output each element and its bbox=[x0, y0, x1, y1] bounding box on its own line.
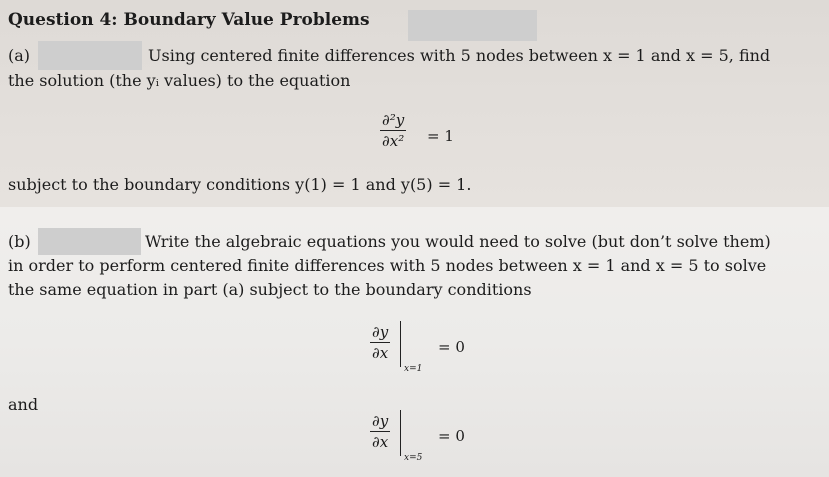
part-a-label: (a) bbox=[8, 46, 31, 65]
redaction-box bbox=[408, 10, 537, 41]
first-derivative-fraction-1 bbox=[370, 323, 390, 362]
fraction-bar bbox=[370, 431, 390, 432]
fraction-denominator: ∂x² bbox=[382, 132, 405, 150]
fraction-denominator: ∂x bbox=[372, 433, 389, 451]
fraction-numerator: ∂y bbox=[372, 323, 389, 341]
evaluation-bar-1 bbox=[400, 321, 401, 367]
part-a-boundary-conditions: subject to the boundary conditions y(1) = 1 and y(5) = 1. bbox=[8, 175, 472, 194]
part-b-section bbox=[0, 207, 829, 477]
equation-rhs-2: = 0 bbox=[438, 427, 465, 445]
second-derivative-fraction bbox=[380, 111, 406, 150]
equation-rhs: = 1 bbox=[427, 127, 454, 145]
equation-rhs-1: = 0 bbox=[438, 338, 465, 356]
part-a-text-line2: the solution (the yᵢ values) to the equation bbox=[8, 71, 351, 90]
fraction-numerator: ∂²y bbox=[382, 111, 405, 129]
and-label: and bbox=[8, 395, 39, 414]
evaluation-point-1: x=1 bbox=[404, 364, 423, 374]
question-title: Question 4: Boundary Value Problems bbox=[8, 10, 370, 30]
part-b-text-line3: the same equation in part (a) subject to the boundary conditions bbox=[8, 280, 532, 299]
evaluation-bar-2 bbox=[400, 410, 401, 456]
part-b-label: (b) bbox=[8, 232, 31, 251]
fraction-denominator: ∂x bbox=[372, 344, 389, 362]
redaction-box bbox=[38, 228, 141, 255]
evaluation-point-2: x=5 bbox=[404, 453, 423, 463]
fraction-numerator: ∂y bbox=[372, 412, 389, 430]
part-b-text-line2: in order to perform centered finite differences with 5 nodes between x = 1 and x = 5 to solve bbox=[8, 256, 767, 275]
fraction-bar bbox=[370, 342, 390, 343]
part-a-text-line1: Using centered finite differences with 5 nodes between x = 1 and x = 5, find bbox=[148, 46, 771, 65]
first-derivative-fraction-2 bbox=[370, 412, 390, 451]
part-b-text-line1: Write the algebraic equations you would need to solve (but don’t solve them) bbox=[145, 232, 771, 251]
fraction-bar bbox=[380, 130, 406, 131]
part-a-section bbox=[0, 0, 829, 207]
redaction-box bbox=[38, 41, 142, 70]
